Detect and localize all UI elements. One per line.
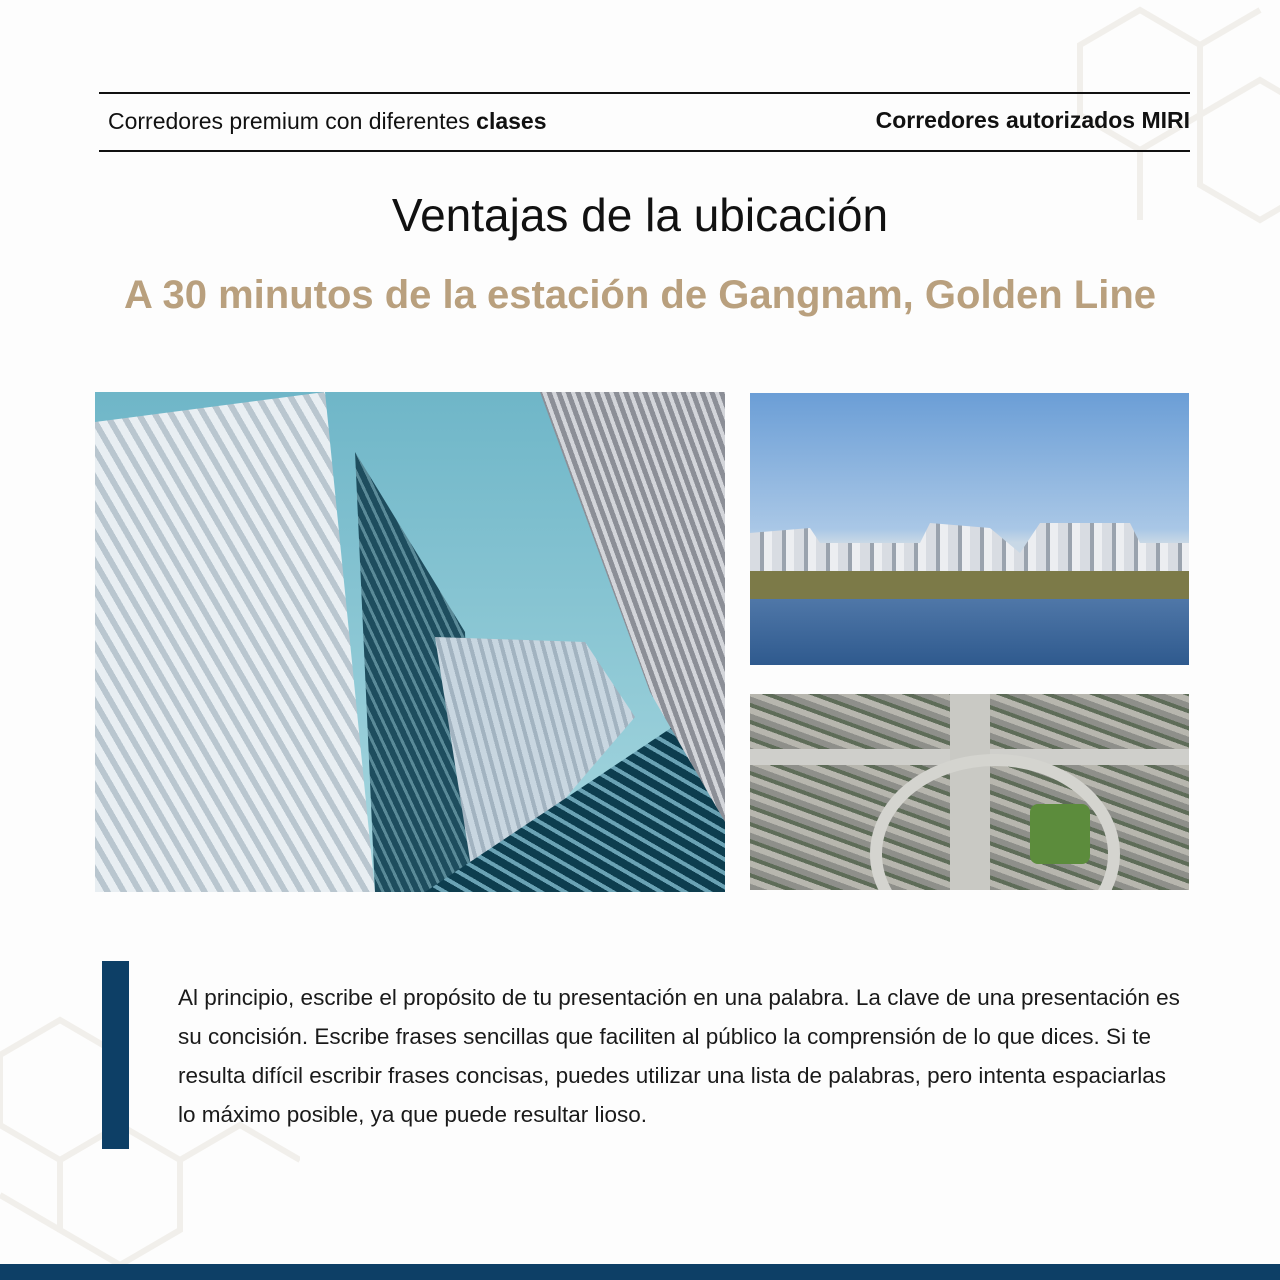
body-paragraph: Al principio, escribe el propósito de tu presentación en una palabra. La clave de una presentación es su concisión. Escribe frases sencillas que faciliten al público la comprensión de lo que dices. Si te resulta difícil escribir frases concisas, puedes utilizar una lista de palabras, pero intenta espaciarlas lo máximo posible, ya que puede resultar lioso. [178,985,1180,1127]
header-tagline [108,108,547,135]
header-top-rule [99,92,1190,94]
header-brand: Corredores autorizados MIRI [875,107,1190,133]
header-bottom-rule [99,150,1190,152]
photo-highway-interchange [750,694,1189,890]
tagline-bold: clases [476,108,547,134]
page-title: Ventajas de la ubicación [391,189,889,241]
tagline-text: Corredores premium con diferentes [108,108,477,134]
accent-bar [102,961,129,1149]
photo-skyscrapers [95,392,725,892]
photo-river-skyline [750,393,1189,665]
footer-bar [0,1264,1280,1280]
page-subtitle: A 30 minutos de la estación de Gangnam, Golden Line [123,273,1157,317]
